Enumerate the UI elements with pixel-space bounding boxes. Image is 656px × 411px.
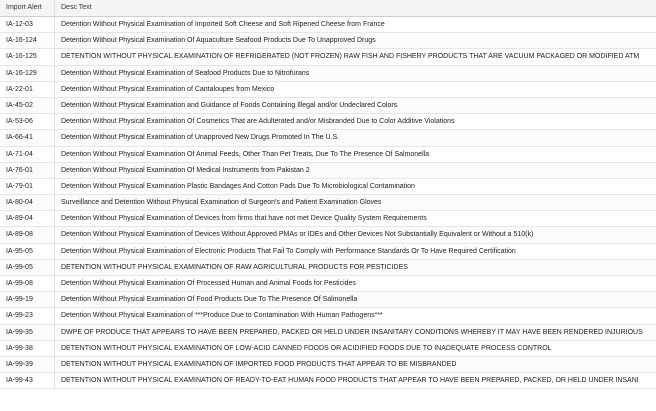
desc-text-cell: DWPE OF PRODUCE THAT APPEARS TO HAVE BEEN PREPARED, PACKED OR HELD UNDER INSANITARY CONDITIONS WHEREBY IT MAY HAVE BEEN RENDERED INJURIOUS <box>61 328 643 336</box>
desc-text-cell: Surveillance and Detention Without Physical Examination of Surgeon's and Patient Examination Gloves <box>61 199 382 207</box>
table-row[interactable] <box>0 292 656 308</box>
desc-text-cell: Detention Without Physical Examination of Electronic Products That Fail To Comply with Performance Standards Or To Have Required Certification <box>61 247 516 255</box>
import-alert-cell: IA-22-01 <box>0 82 55 97</box>
desc-text-cell: Detention Without Physical Examination of Devices Without Approved PMAs or IDEs and Other Devices Not Substantially Equivalent or Without a 510(k) <box>61 231 534 239</box>
table-row[interactable] <box>0 49 656 65</box>
table-row[interactable] <box>0 308 656 324</box>
import-alert-cell: IA-99-23 <box>0 308 55 323</box>
desc-text-cell: Detention Without Physical Examination of Devices from firms that have not met Device Quality System Requirements <box>61 215 427 223</box>
import-alert-cell: IA-16-125 <box>0 49 55 64</box>
table-row[interactable] <box>0 325 656 341</box>
desc-text-cell: Detention Without Physical Examination Of Medical Instruments from Pakistan 2 <box>61 166 310 174</box>
desc-text-cell: Detention Without Physical Examination of Imported Soft Cheese and Soft Ripened Cheese from France <box>61 21 385 28</box>
desc-text-cell: Detention Without Physical Examination of Unapproved New Drugs Promoted In The U.S. <box>61 134 340 142</box>
desc-text-cell: Detention Without Physical Examination Of Food Products Due To The Presence Of Salmonella <box>61 296 358 304</box>
desc-text-cell: Detention Without Physical Examination Of Processed Human and Animal Foods for Pesticides <box>61 280 356 287</box>
table-row[interactable] <box>0 66 656 82</box>
table-row[interactable] <box>0 244 656 260</box>
column-header-import-alert[interactable]: Import Alert <box>0 0 55 16</box>
table-row[interactable] <box>0 211 656 227</box>
desc-text-cell: DETENTION WITHOUT PHYSICAL EXAMINATION OF IMPORTED FOOD PRODUCTS THAT APPEAR TO BE MISBRANDED <box>61 360 457 368</box>
table-row[interactable] <box>0 98 656 114</box>
table-row[interactable] <box>0 227 656 243</box>
import-alert-cell: IA-16-124 <box>0 33 55 48</box>
table-row[interactable] <box>0 82 656 98</box>
import-alert-cell: IA-80-04 <box>0 195 55 210</box>
import-alert-cell: IA-76-01 <box>0 163 55 178</box>
desc-text-cell: Detention Without Physical Examination and Guidance of Foods Containing Illegal and/or Undeclared Colors <box>61 101 398 109</box>
import-alert-cell: IA-99-08 <box>0 276 55 291</box>
table-row[interactable] <box>0 373 656 389</box>
desc-text-cell: Detention Without Physical Examination Plastic Bandages And Cotton Pads Due To Microbiological Contamination <box>61 182 415 190</box>
table-row[interactable] <box>0 114 656 130</box>
desc-text-cell: Detention Without Physical Examination of ***Produce Due to Contamination With Human Pathogens*** <box>61 312 383 320</box>
import-alert-cell: IA-89-04 <box>0 211 55 226</box>
table-row[interactable] <box>0 276 656 292</box>
desc-text-cell: DETENTION WITHOUT PHYSICAL EXAMINATION OF RAW AGRICULTURAL PRODUCTS FOR PESTICIDES <box>61 263 408 271</box>
import-alert-cell: IA-45-02 <box>0 98 55 113</box>
table-row[interactable] <box>0 357 656 373</box>
table-row[interactable] <box>0 147 656 163</box>
table-row[interactable] <box>0 341 656 357</box>
import-alert-cell: IA-95-05 <box>0 244 55 259</box>
import-alert-cell: IA-99-39 <box>0 357 55 372</box>
import-alert-cell: IA-99-35 <box>0 325 55 340</box>
import-alert-cell: IA-79-01 <box>0 179 55 194</box>
desc-text-cell: Detention Without Physical Examination of Seafood Products Due to Nitrofurans <box>61 69 310 77</box>
desc-text-cell: DETENTION WITHOUT PHYSICAL EXAMINATION OF READY-TO-EAT HUMAN FOOD PRODUCTS THAT APPEAR TO HAVE BEEN PREPARED, PACKED, OR HELD UNDER INSANI <box>61 377 639 385</box>
table-row[interactable] <box>0 130 656 146</box>
import-alert-cell: IA-71-04 <box>0 147 55 162</box>
table-header <box>0 0 656 17</box>
desc-text-cell: Detention Without Physical Examination of Cantaloupes from Mexico <box>61 85 275 93</box>
import-alert-cell: IA-12-03 <box>0 17 55 32</box>
import-alert-cell: IA-66-41 <box>0 130 55 145</box>
desc-text-cell: Detention Without Physical Examination Of Aquaculture Seafood Products Due To Unapproved Drugs <box>61 37 376 45</box>
import-alert-cell: IA-99-05 <box>0 260 55 275</box>
desc-text-cell: DETENTION WITHOUT PHYSICAL EXAMINATION OF REFRIGERATED (NOT FROZEN) RAW FISH AND FISHERY PRODUCTS THAT ARE VACUUM PACKAGED OR MODIFIED ATM <box>61 53 640 61</box>
import-alert-cell: IA-99-43 <box>0 373 55 388</box>
table-body <box>0 17 656 389</box>
desc-text-cell: Detention Without Physical Examination Of Animal Feeds, Other Than Pet Treats, Due To The Presence Of Salmonella <box>61 150 430 158</box>
table-row[interactable] <box>0 163 656 179</box>
table-row[interactable] <box>0 195 656 211</box>
desc-text-cell: DETENTION WITHOUT PHYSICAL EXAMINATION OF LOW-ACID CANNED FOODS OR ACIDIFIED FOODS DUE TO INADEQUATE PROCESS CONTROL <box>61 344 552 352</box>
column-header-desc-text[interactable]: Desc Text <box>61 4 92 11</box>
table-row[interactable] <box>0 17 656 33</box>
import-alert-cell: IA-99-19 <box>0 292 55 307</box>
import-alert-cell: IA-16-129 <box>0 66 55 81</box>
table-row[interactable] <box>0 260 656 276</box>
table-row[interactable] <box>0 179 656 195</box>
import-alert-cell: IA-53-06 <box>0 114 55 129</box>
table-row[interactable] <box>0 33 656 49</box>
desc-text-cell: Detention Without Physical Examination Of Cosmetics That are Adulterated and/or Misbranded Due to Color Additive Violations <box>61 118 455 126</box>
import-alert-cell: IA-99-38 <box>0 341 55 356</box>
import-alert-cell: IA-89-08 <box>0 227 55 242</box>
